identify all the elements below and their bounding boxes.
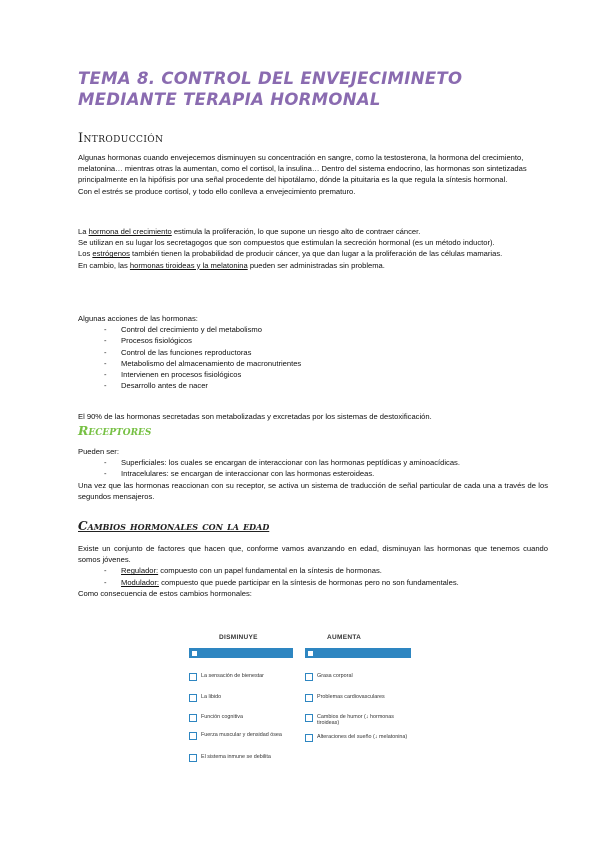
intro-paragraph-2: Con el estrés se produce cortisol, y todo ello conlleva a envejecimiento prematuro. bbox=[78, 186, 356, 196]
heading-receptores: Receptores bbox=[78, 423, 152, 438]
table-row: La libido bbox=[189, 694, 293, 702]
intro-paragraph-5: Los estrógenos también tienen la probabilidad de producir cáncer, ya que dan lugar a la proliferación de las células mamarias. bbox=[78, 249, 503, 259]
checkbox-icon bbox=[189, 732, 197, 740]
checkbox-icon bbox=[189, 673, 197, 681]
list-item: - Superficiales: los cuales se encargan de interaccionar con las hormonas peptídicas y aminoacídicas. bbox=[78, 457, 548, 468]
intro-paragraph-3: La hormona del crecimiento estimula la proliferación, lo que supone un riesgo alto de contraer cáncer. bbox=[78, 227, 421, 236]
heading-cambios: Cambios hormonales con la edad bbox=[78, 519, 270, 533]
intro-paragraph-7: El 90% de las hormonas secretadas son metabolizadas y excretadas por los sistemas de destoxificación. bbox=[78, 412, 432, 421]
column-header-aumenta: AUMENTA bbox=[327, 634, 362, 641]
list-item: - Intracelulares: se encargan de interaccionar con las hormonas esteroideas. bbox=[78, 468, 548, 479]
actions-section bbox=[78, 313, 548, 391]
intro-paragraph-4: Se utilizan en su lugar los secretagogos que son compuestos que estimulan la secreción hormonal (es un método inductor). bbox=[78, 238, 495, 248]
underlined-term: estrógenos bbox=[92, 249, 130, 259]
heading-introduccion: Introducción bbox=[78, 131, 164, 146]
changes-paragraph: Existe un conjunto de factores que hacen que, conforme vamos avanzando en edad, disminuyan las hormonas que tenemos cuando somos jóvenes. bbox=[78, 544, 548, 565]
actions-list bbox=[78, 324, 548, 391]
table-row: La sensación de bienestar bbox=[189, 673, 293, 681]
table-row: Grasa corporal bbox=[305, 673, 409, 681]
table-row: Problemas cardiovasculares bbox=[305, 694, 409, 702]
table-row: Función cognitiva bbox=[189, 714, 293, 722]
intro-section-2 bbox=[78, 226, 548, 271]
intro-paragraph-1: Algunas hormonas cuando envejecemos disminuyen su concentración en sangre, como la testosterona, la hormona del crecimiento, melatonina… mientras otras la aumentan, como el cortisol, la insulina… Dentro del sistema endocrino, las hormonas son sintetizadas principalmente en la hipófisis por una señal procedente del hipotálamo, dónde la pituitaria es la que regula la síntesis hormonal. bbox=[78, 153, 527, 185]
changes-list bbox=[78, 565, 548, 587]
list-item: - Regulador: compuesto con un papel fundamental en la síntesis de hormonas. bbox=[78, 565, 548, 576]
table-row: El sistema inmune se debilita bbox=[189, 754, 293, 762]
intro-paragraph-6: En cambio, las hormonas tiroideas y la melatonina pueden ser administradas sin problema. bbox=[78, 260, 385, 270]
document-title: TEMA 8. CONTROL DEL ENVEJECIMINETO MEDIANTE TERAPIA HORMONAL bbox=[78, 69, 463, 109]
receptors-intro: Pueden ser: bbox=[78, 447, 119, 456]
header-bar-right bbox=[305, 648, 411, 658]
table-row: Alteraciones del sueño (↓ melatonina) bbox=[305, 734, 409, 742]
underlined-term: hormona del crecimiento bbox=[88, 227, 172, 236]
actions-title: Algunas acciones de las hormonas: bbox=[78, 314, 198, 323]
list-item: - Desarrollo antes de nacer bbox=[78, 380, 548, 391]
checkbox-icon bbox=[189, 714, 197, 722]
receptors-list bbox=[78, 457, 548, 479]
list-item: - Metabolismo del almacenamiento de macronutrientes bbox=[78, 358, 548, 369]
receptors-paragraph: Una vez que las hormonas reaccionan con su receptor, se activa un sistema de traducción de señal particular de cada una a través de los segundos mensajeros. bbox=[78, 480, 548, 501]
checkbox-icon bbox=[305, 694, 313, 702]
column-header-disminuye: DISMINUYE bbox=[219, 634, 258, 641]
receptors-section bbox=[78, 446, 548, 502]
checkbox-icon bbox=[305, 673, 313, 681]
intro-section bbox=[78, 152, 548, 197]
hormone-changes-table bbox=[187, 630, 411, 766]
list-item: - Modulador: compuesto que puede participar en la síntesis de hormonas pero no son fundamentales. bbox=[78, 577, 548, 588]
header-bar-left bbox=[189, 648, 293, 658]
table-row: Fuerza muscular y densidad ósea bbox=[189, 732, 293, 740]
underlined-term: hormonas tiroideas y la melatonina bbox=[129, 260, 248, 270]
checkbox-icon bbox=[189, 694, 197, 702]
consequence-line: Como consecuencia de estos cambios hormonales: bbox=[78, 588, 252, 598]
list-item: - Control del crecimiento y del metabolismo bbox=[78, 324, 548, 335]
changes-section bbox=[78, 543, 548, 599]
checkbox-icon bbox=[189, 754, 197, 762]
list-item: - Intervienen en procesos fisiológicos bbox=[78, 369, 548, 380]
table-row: Cambios de humor (↓ hormonas tiroideas) bbox=[305, 714, 409, 726]
list-item: - Procesos fisiológicos bbox=[78, 335, 548, 346]
checkbox-icon bbox=[305, 734, 313, 742]
list-item: - Control de las funciones reproductoras bbox=[78, 347, 548, 358]
checkbox-icon bbox=[305, 714, 313, 722]
